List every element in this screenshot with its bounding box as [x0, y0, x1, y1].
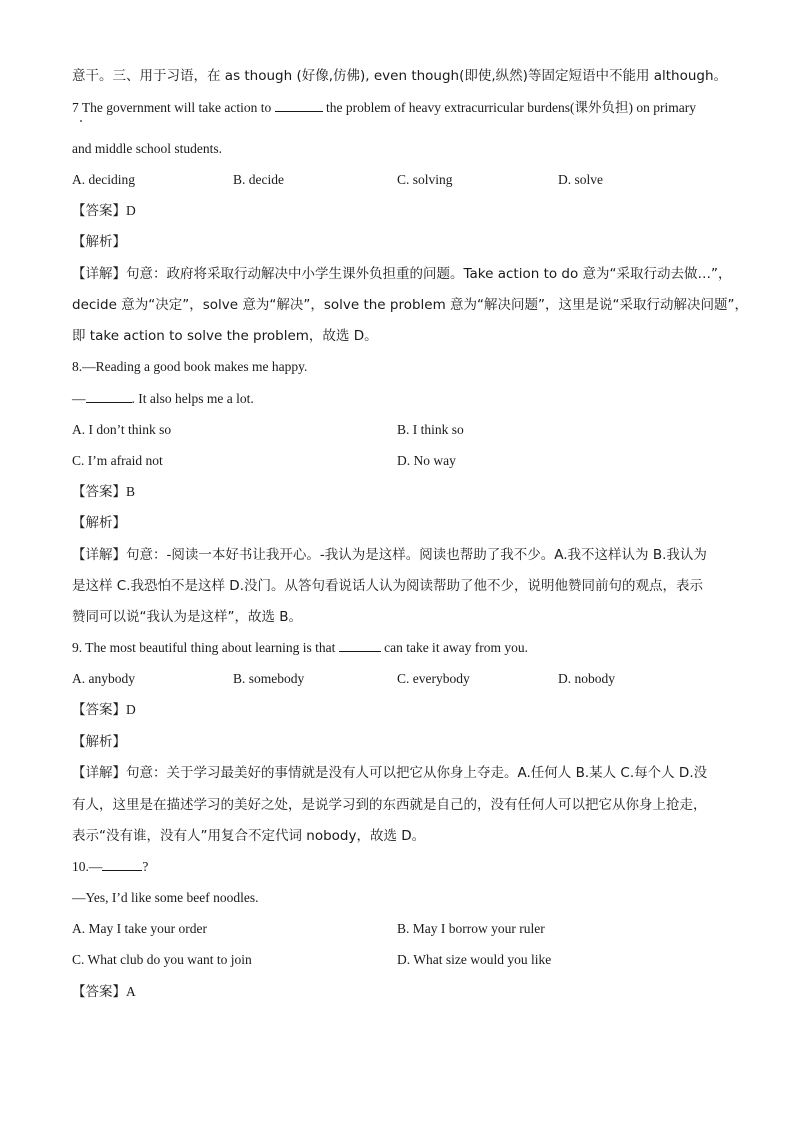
q10-stem-line-1	[72, 857, 734, 877]
q8-analysis-tag: 【解析】	[72, 515, 126, 531]
answer-value: D	[126, 702, 136, 717]
q9-detail-line-1	[72, 763, 734, 783]
detail-tag: 【详解】	[72, 547, 126, 563]
detail-text: 句意：-阅读一本好书让我开心。-我认为是这样。阅读也帮助了我不少。A.我不这样认为 B.我认为	[126, 547, 707, 563]
q8-option-a: A. I don’t think so	[72, 422, 172, 437]
q9-option-a: A. anybody	[72, 671, 135, 686]
q7-detail-line-2: decide 意为“决定”，solve 意为“解决”，solve the problem 意为“解决问题”，这里是说“采取行动解决问题”，	[72, 297, 749, 313]
q7-stem-line-2: and middle school students.	[72, 141, 222, 156]
q10-option-d: D. What size would you like	[397, 952, 552, 967]
q9-detail-line-2: 有人，这里是在描述学习的美好之处，是说学习到的东西就是自己的，没有任何人可以把它从你身上抢走，	[72, 797, 707, 813]
stray-dot	[80, 120, 82, 122]
q7-option-a: A. deciding	[72, 172, 135, 187]
q8-stem-tail: . It also helps me a lot.	[131, 391, 254, 406]
q8-dash: —	[72, 391, 86, 406]
q10-stem-line-2: —Yes, I’d like some beef noodles.	[72, 890, 259, 905]
q9-stem-part-b: can take it away from you.	[384, 640, 529, 655]
q10-answer	[72, 982, 734, 1002]
q8-option-b: B. I think so	[397, 422, 464, 437]
q9-option-c: C. everybody	[397, 671, 470, 686]
q10-blank	[102, 858, 142, 871]
q10-option-a: A. May I take your order	[72, 921, 207, 936]
q8-detail-line-3: 赞同可以说“我认为是这样”，故选 B。	[72, 609, 303, 625]
intro-text: 意干。三、用于习语，在 as though (好像,仿佛), even though(即使,纵然)等固定短语中不能用 although。	[72, 68, 728, 84]
q8-stem-line-1: 8.—Reading a good book makes me happy.	[72, 359, 308, 374]
q7-detail-line-1	[72, 264, 734, 284]
q10-option-c: C. What club do you want to join	[72, 952, 252, 967]
q7-option-c: C. solving	[397, 172, 453, 187]
q8-detail-line-1	[72, 545, 734, 565]
q7-blank	[275, 99, 323, 112]
q9-option-d: D. nobody	[558, 671, 615, 686]
q9-stem-part-a: 9. The most beautiful thing about learning is that	[72, 640, 336, 655]
q7-answer	[72, 201, 734, 221]
q8-blank	[86, 390, 132, 403]
q9-blank	[339, 639, 381, 652]
answer-value: B	[126, 484, 136, 499]
detail-text: 句意：关于学习最美好的事情就是没有人可以把它从你身上夺走。A.任何人 B.某人 C.每个人 D.没	[126, 765, 708, 781]
detail-tag: 【详解】	[72, 266, 126, 282]
q10-question-mark: ?	[142, 859, 149, 874]
q9-answer	[72, 700, 734, 720]
q10-option-b: B. May I borrow your ruler	[397, 921, 545, 936]
q8-stem-line-2	[72, 389, 734, 409]
q8-option-c: C. I’m afraid not	[72, 453, 163, 468]
q7-analysis-tag: 【解析】	[72, 234, 126, 250]
q9-detail-line-3: 表示“没有谁，没有人”用复合不定代词 nobody，故选 D。	[72, 828, 426, 844]
detail-tag: 【详解】	[72, 765, 126, 781]
q8-detail-line-2: 是这样 C.我恐怕不是这样 D.没门。从答句看说话人认为阅读帮助了他不少，说明他赞同前句的观点，表示	[72, 578, 703, 594]
answer-tag: 【答案】	[72, 484, 126, 500]
q7-option-b: B. decide	[233, 172, 284, 187]
q10-prefix: 10.—	[72, 859, 103, 874]
answer-tag: 【答案】	[72, 203, 126, 219]
detail-text: 句意：政府将采取行动解决中小学生课外负担重的问题。Take action to do 意为“采取行动去做…”，	[126, 266, 732, 282]
q9-analysis-tag: 【解析】	[72, 734, 126, 750]
q9-stem	[72, 638, 734, 658]
q7-stem-line-1	[72, 98, 734, 118]
answer-value: D	[126, 203, 136, 218]
q7-detail-line-3: 即 take action to solve the problem，故选 D。	[72, 328, 378, 344]
answer-value: A	[126, 984, 136, 999]
q8-answer	[72, 482, 734, 502]
answer-tag: 【答案】	[72, 702, 126, 718]
q7-stem-part-a: 7 The government will take action to	[72, 100, 272, 115]
q8-option-d: D. No way	[397, 453, 456, 468]
q9-option-b: B. somebody	[233, 671, 305, 686]
q7-stem-part-b: the problem of heavy extracurricular burdens(课外负担) on primary	[325, 100, 696, 115]
q7-option-d: D. solve	[558, 172, 603, 187]
answer-tag: 【答案】	[72, 984, 126, 1000]
